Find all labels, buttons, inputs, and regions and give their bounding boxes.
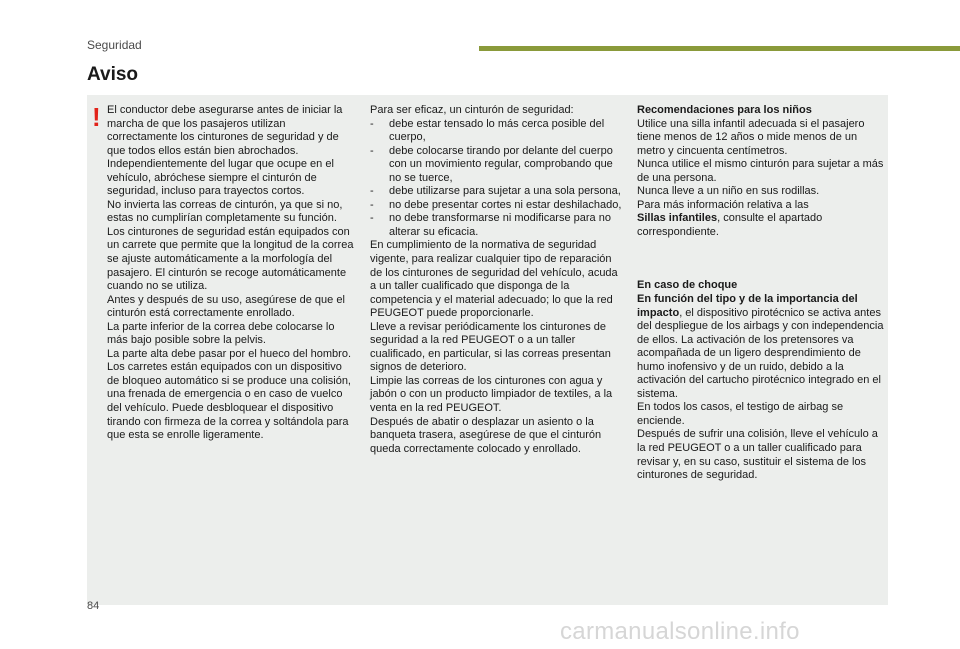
- paragraph: Utilice una silla infantil adecuada si el pasajero tiene menos de 12 años o mide menos de un metro y cincuenta centímetros.: [637, 117, 865, 157]
- paragraph: En todos los casos, el testigo de airbag se enciende.: [637, 401, 844, 427]
- list-item: [370, 145, 622, 186]
- paragraph: Limpie las correas de los cinturones con agua y jabón o con un producto limpiador de textiles, a la venta en la red PEUGEOT.: [370, 374, 613, 415]
- watermark: carmanualsonline.info: [560, 618, 800, 645]
- paragraph-text: , el dispositivo pirotécnico se activa antes del despliegue de los airbags y con independencia de ellos. La activación de los pretensores va acompañada de un ligero desprendimiento de humo inofensivo y de un ruido, debido a la activación del cartucho pirotécnico integrado en el sistema.: [637, 306, 884, 400]
- paragraph: El conductor debe asegurarse antes de iniciar la marcha de que los pasajeros utilizan correctamente los cinturones de seguridad y de que todos ellos están bien abrochados.: [107, 104, 343, 157]
- paragraph-text: Para más información relativa a las: [637, 198, 809, 211]
- section-heading: Recomendaciones para los niños: [637, 104, 812, 116]
- bullet-marker: -: [370, 144, 374, 157]
- paragraph: Después de sufrir una colisión, lleve el vehículo a la red PEUGEOT o a un taller cualificado para revisar y, en su caso, sustituir el sistema de los cinturones de seguridad.: [637, 428, 878, 482]
- paragraph: Los carretes están equipados con un dispositivo de bloqueo automático si se produce una colisión, una frenada de emergencia o en caso de vuelco del vehículo. Puede desbloquear el dispositivo tirando con firmeza de la correa y soltándola para que esta se enrolle ligeramente.: [107, 361, 351, 442]
- list-item: [370, 118, 622, 145]
- list-item: [370, 212, 622, 239]
- paragraph: Los cinturones de seguridad están equipados con un carrete que permite que la longitud de la correa se ajuste automáticamente a la morfología del pasajero. El cinturón se recoge automáticamente cuando no se utiliza.: [107, 225, 354, 293]
- bullet-marker: -: [370, 212, 374, 225]
- paragraph: Para ser eficaz, un cinturón de seguridad:: [370, 104, 574, 116]
- page-number: 84: [87, 600, 100, 612]
- section-accent-bar: [479, 46, 960, 51]
- list-item-text: debe colocarse tirando por delante del cuerpo con un movimiento regular, comprobando que no se tuerce,: [389, 144, 613, 184]
- paragraph: La parte inferior de la correa debe colocarse lo más bajo posible sobre la pelvis.: [107, 320, 335, 347]
- column-seatbelt-effectiveness: [370, 104, 622, 456]
- paragraph: Antes y después de su uso, asegúrese de que el cinturón está correctamente enrollado.: [107, 293, 345, 320]
- section-label: Seguridad: [87, 38, 142, 52]
- section-heading: En caso de choque: [637, 279, 738, 292]
- paragraph-text: , consulte el apartado correspondiente.: [637, 212, 823, 238]
- paragraph: Nunca utilice el mismo cinturón para sujetar a más de una persona.: [637, 158, 884, 184]
- bullet-marker: -: [370, 117, 374, 130]
- paragraph: Nunca lleve a un niño en sus rodillas.: [637, 185, 820, 198]
- column-seatbelt-usage: [107, 104, 357, 443]
- list-item: [370, 185, 622, 199]
- list-item: [370, 199, 622, 213]
- paragraph: La parte alta debe pasar por el hueco del hombro.: [107, 347, 351, 360]
- cross-reference-link: Sillas infantiles: [637, 212, 718, 225]
- paragraph: Después de abatir o desplazar un asiento o la banqueta trasera, asegúrese de que el cinturón queda correctamente colocado y enrollado.: [370, 415, 602, 455]
- paragraph: [637, 293, 887, 401]
- page-title: Aviso: [87, 64, 139, 85]
- paragraph: Independientemente del lugar que ocupe en el vehículo, abróchese siempre el cinturón de seguridad, incluso para trayectos cortos.: [107, 158, 334, 198]
- spacer: [637, 239, 887, 279]
- column-children-and-crash: [637, 104, 887, 483]
- bullet-marker: -: [370, 198, 374, 211]
- list-item-text: debe utilizarse para sujetar a una sola persona,: [389, 185, 621, 198]
- emphasis-text: En función del tipo y de la importancia del impacto: [637, 293, 858, 319]
- list-item-text: no debe transformarse ni modificarse para no alterar su eficacia.: [389, 212, 611, 238]
- exclamation-warning-icon: !: [92, 102, 101, 132]
- paragraph: Lleve a revisar periódicamente los cinturones de seguridad a la red PEUGEOT o a un taller cualificado, en particular, si las correas presentan signos de deterioro.: [370, 320, 611, 374]
- bullet-marker: -: [370, 185, 374, 198]
- paragraph: No invierta las correas de cinturón, ya que si no, estas no cumplirían completamente su función.: [107, 198, 343, 225]
- paragraph: En cumplimiento de la normativa de seguridad vigente, para realizar cualquier tipo de reparación de los cinturones de seguridad del vehículo, acuda a un taller cualificado que disponga de la competencia y el material adecuado; lo que la red PEUGEOT puede proporcionarle.: [370, 239, 618, 320]
- list-item-text: no debe presentar cortes ni estar deshilachado,: [389, 198, 622, 211]
- list-item-text: debe estar tensado lo más cerca posible del cuerpo,: [389, 117, 605, 144]
- paragraph: [637, 199, 887, 240]
